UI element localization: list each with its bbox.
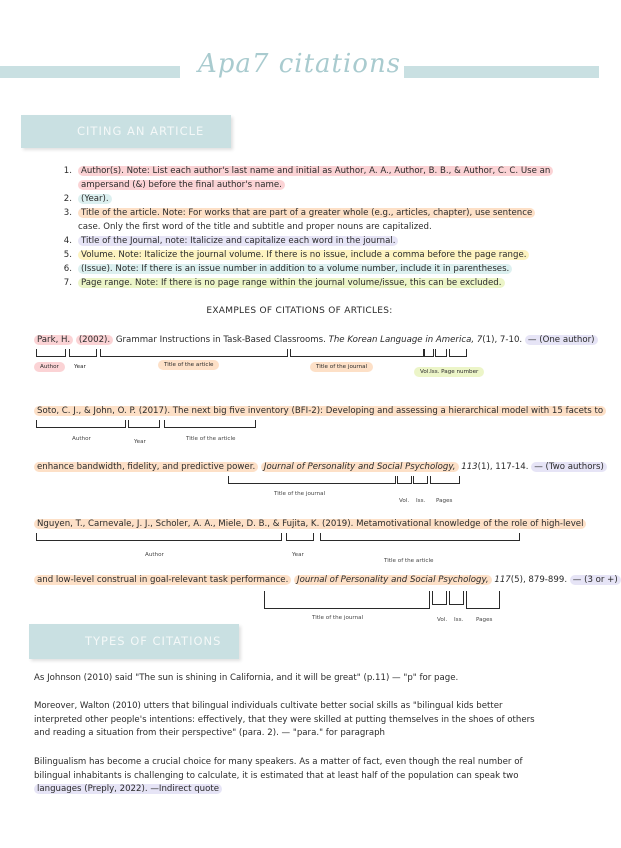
citation-example-2-line-1: Soto, C. J., & John, O. P. (2017). The next big five inventory (BFI-2): Developing and assessing a hierarchical model with 15 facets to: [34, 404, 606, 419]
label-iss: Iss.: [454, 617, 464, 623]
bracket-volume: [397, 476, 412, 484]
bracket-pages: [466, 591, 500, 609]
label-title: Title of the article: [384, 558, 434, 564]
examples-heading: EXAMPLES OF CITATIONS OF ARTICLES:: [206, 306, 393, 316]
bracket-volume: [424, 349, 434, 357]
label-year: Year: [134, 439, 146, 445]
label-title: Title of the article: [186, 436, 236, 442]
paragraph-direct-quote: As Johnson (2010) said "The sun is shining in California, and it will be great" (p.11) — "p" for page.: [34, 673, 459, 683]
label-vol: Vol.: [399, 498, 410, 504]
paragraph-indirect-quote: Bilingualism has become a crucial choice for many speakers. As a matter of fact, even though the real number of bilingual inhabitants is challenging to calculate, it is estimated that at least half of the population can speak two languages (Preply, 2022). —Indirect quote: [34, 757, 523, 794]
bracket-author: [36, 533, 282, 541]
label-author: Author: [145, 552, 164, 558]
label-author: Author: [34, 362, 65, 372]
list-item: 1. Author(s). Note: List each author's last name and initial as Author, A. A., Author, B. B., & Author, C. C. Use an: [54, 165, 554, 178]
list-item-text: Author(s). Note: List each author's last name and initial as Author, A. A., Author, B. B., & Author, C. C. Use an: [78, 166, 553, 176]
citation-journal: The Korean Language in America,: [328, 335, 475, 345]
label-pages: Pages: [476, 617, 493, 623]
section-header-types-of-citations: TYPES OF CITATIONS: [29, 624, 239, 659]
bracket-title: [100, 349, 288, 357]
bracket-title: [164, 420, 256, 428]
label-title: Title of the article: [158, 360, 219, 370]
label-journal: Title of the journal: [312, 615, 364, 621]
bracket-pages: [449, 349, 467, 357]
label-journal: Title of the journal: [274, 491, 326, 497]
list-item: 7. Page range. Note: If there is no page range within the journal volume/issue, this can be excluded.: [54, 277, 554, 290]
bracket-issue: [435, 349, 447, 357]
list-item-continuation: case. Only the first word of the title and subtitle and proper nouns are capitalized.: [78, 222, 432, 232]
bracket-volume: [432, 591, 447, 605]
citation-example-3-line-2: and low-level construal in goal-relevant task performance. Journal of Personality and Social Psychology, 117(5), 879-899. — (3 or +): [34, 573, 621, 588]
citation-note: — (Two authors): [531, 462, 607, 472]
label-iss: Iss.: [416, 498, 426, 504]
label-author: Author: [72, 436, 91, 442]
bracket-journal: [228, 476, 396, 484]
list-item: 3. Title of the article. Note: For works that are part of a greater whole (e.g., articles, chapter), use sentence: [54, 207, 554, 220]
citation-example-1: [34, 333, 598, 348]
bracket-author: [36, 420, 126, 428]
bracket-title: [320, 533, 520, 541]
citation-example-3-line-1: Nguyen, T., Carnevale, J. J., Scholer, A. A., Miele, D. B., & Fujita, K. (2019). Metamotivational knowledge of the role of high-level: [34, 517, 586, 532]
bracket-year: [286, 533, 314, 541]
bracket-year: [69, 349, 97, 357]
list-item: 4. Title of the Journal, note: Italicize and capitalize each word in the journal.: [54, 235, 554, 248]
citation-pages: 7-10.: [499, 335, 523, 345]
bracket-issue: [449, 591, 464, 605]
section-header-citing-article: CITING AN ARTICLE: [21, 115, 231, 148]
label-year: Year: [74, 364, 86, 370]
page-title: Apa7 citations: [197, 49, 402, 79]
label-vol: Vol.: [437, 617, 448, 623]
label-pages: Pages: [436, 498, 453, 504]
bracket-author: [36, 349, 66, 357]
label-year: Year: [292, 552, 304, 558]
list-item: 5. Volume. Note: Italicize the journal volume. If there is no issue, include a comma before the page range.: [54, 249, 554, 262]
list-item-continuation: ampersand (&) before the final author's name.: [78, 179, 558, 192]
bracket-journal: [290, 349, 424, 357]
list-item: 2. (Year).: [54, 193, 554, 206]
label-journal: Title of the journal: [310, 362, 373, 372]
citation-note: — (One author): [525, 335, 598, 345]
citation-example-2-line-2: enhance bandwidth, fidelity, and predictive power. Journal of Personality and Social Psychology, 113(1), 117-14. — (Two authors): [34, 460, 607, 475]
citation-issue: (1),: [482, 335, 498, 345]
citation-author: Park, H.: [34, 335, 73, 345]
label-vol-iss-pages: Vol.Iss. Page number: [414, 367, 484, 377]
bracket-journal: [264, 591, 430, 609]
citation-volume: 7: [476, 335, 483, 345]
bracket-year: [128, 420, 160, 428]
bracket-issue: [413, 476, 428, 484]
citation-note: — (3 or +): [570, 575, 621, 585]
list-item: 6. (Issue). Note: If there is an issue number in addition to a volume number, include it in parentheses.: [54, 263, 554, 276]
paragraph-paraphrase-quote: Moreover, Walton (2010) utters that bilingual individuals cultivate better social skills as "bilingual kids better interpreted other people's intentions: effectively, that they were skilled at putting themselves in the shoes of others and reading a situation from their perspective" (para. 2). — "para." for paragraph: [34, 701, 535, 738]
citation-article-title: Grammar Instructions in Task-Based Classrooms.: [115, 335, 326, 345]
bracket-pages: [430, 476, 460, 484]
citation-year: (2002).: [76, 335, 113, 345]
